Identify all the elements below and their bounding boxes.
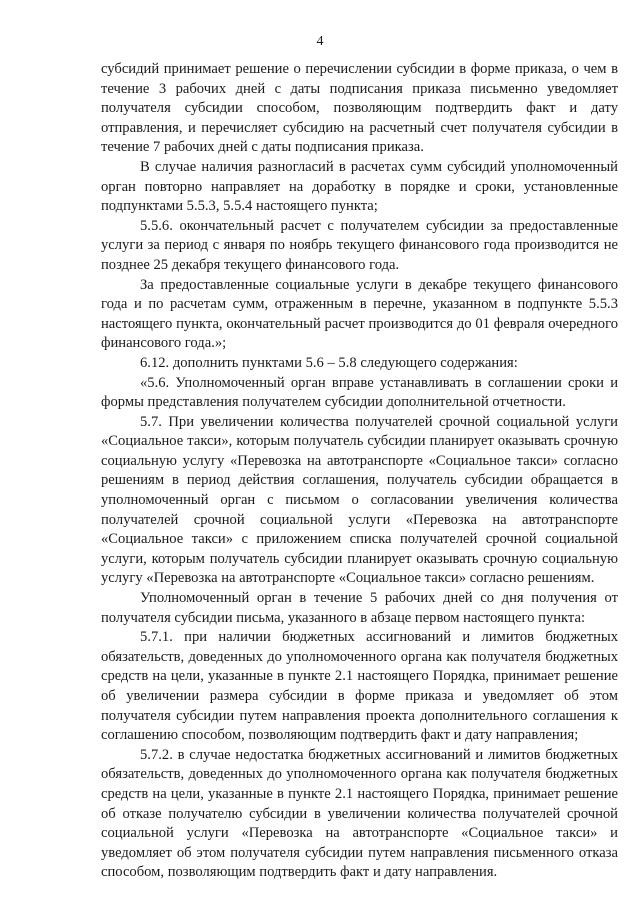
page-number: 4 bbox=[316, 34, 324, 49]
paragraph-5-7: 5.7. При увеличении количества получателей срочной социальной услуги «Социальное такси», которым получатель субсидии планирует оказывать срочную социальную услугу «Перевозка на автотранспорте «Социальное такси» согласно решениям в период действия соглашения, получатель субсидии обращается в уполномоченный орган с письмом о согласовании увеличения количества получателей срочной социальной услуги «Перевозка на автотранспорте «Социальное такси» с приложением списка получателей срочной социальной услуги, которым получатель субсидии планирует оказывать срочную социальную услугу «Перевозка на автотранспорте «Социальное такси» согласно решениям. bbox=[101, 413, 618, 587]
paragraph-authorized-body: Уполномоченный орган в течение 5 рабочих дней со дня получения от получателя субсидии письма, указанного в абзаце первом настоящего пункта: bbox=[101, 590, 618, 626]
paragraph-december-services: За предоставленные социальные услуги в декабре текущего финансового года и по расчетам сумм, отраженным в перечне, указанном в подпункте 5.5.3 настоящего пункта, окончательный расчет производится до 01 февраля очередного финансового года.»; bbox=[101, 276, 618, 352]
paragraph-5-7-1: 5.7.1. при наличии бюджетных ассигнований и лимитов бюджетных обязательств, доведенных до уполномоченного органа как получателя бюджетных средств на цели, указанные в пункте 2.1 настоящего Порядка, принимает решение об увеличении размера субсидии в форме приказа и уведомляет об этом получателя субсидии путем направления проекта дополнительного соглашения к соглашению способом, позволяющим подтвердить факт и дату направления; bbox=[101, 629, 618, 744]
document-body bbox=[101, 60, 618, 883]
paragraph-5-7-2: 5.7.2. в случае недостатка бюджетных ассигнований и лимитов бюджетных обязательств, доведенных до уполномоченного органа как получателя бюджетных средств на цели, указанные в пункте 2.1 настоящего Порядка, принимает решение об отказе получателю субсидии в увеличении количества получателей срочной социальной услуги «Перевозка на автотранспорте «Социальное такси» и уведомляет об этом получателя субсидии путем направления письменного отказа способом, позволяющим подтвердить факт и дату направления. bbox=[101, 746, 618, 881]
paragraph-5-6: «5.6. Уполномоченный орган вправе устанавливать в соглашении сроки и формы представления получателем субсидии дополнительной отчетности. bbox=[101, 374, 618, 411]
paragraph-6-12: 6.12. дополнить пунктами 5.6 – 5.8 следующего содержания: bbox=[140, 354, 518, 371]
paragraph-5-5-6: 5.5.6. окончательный расчет с получателем субсидии за предоставленные услуги за период с января по ноябрь текущего финансового года производится не позднее 25 декабря текущего финансового года. bbox=[101, 217, 618, 273]
paragraph-disagreements: В случае наличия разногласий в расчетах сумм субсидий уполномоченный орган повторно направляет на доработку в порядке и сроки, установленные подпунктами 5.5.3, 5.5.4 настоящего пункта; bbox=[101, 158, 618, 215]
paragraph-continuation: субсидий принимает решение о перечислении субсидии в форме приказа, о чем в течение 3 рабочих дней с даты подписания приказа письменно уведомляет получателя субсидии способом, позволяющим подтвердить факт и дату отправления, и перечисляет субсидию на расчетный счет получателя субсидии в течение 7 рабочих дней с даты подписания приказа. bbox=[101, 61, 618, 156]
